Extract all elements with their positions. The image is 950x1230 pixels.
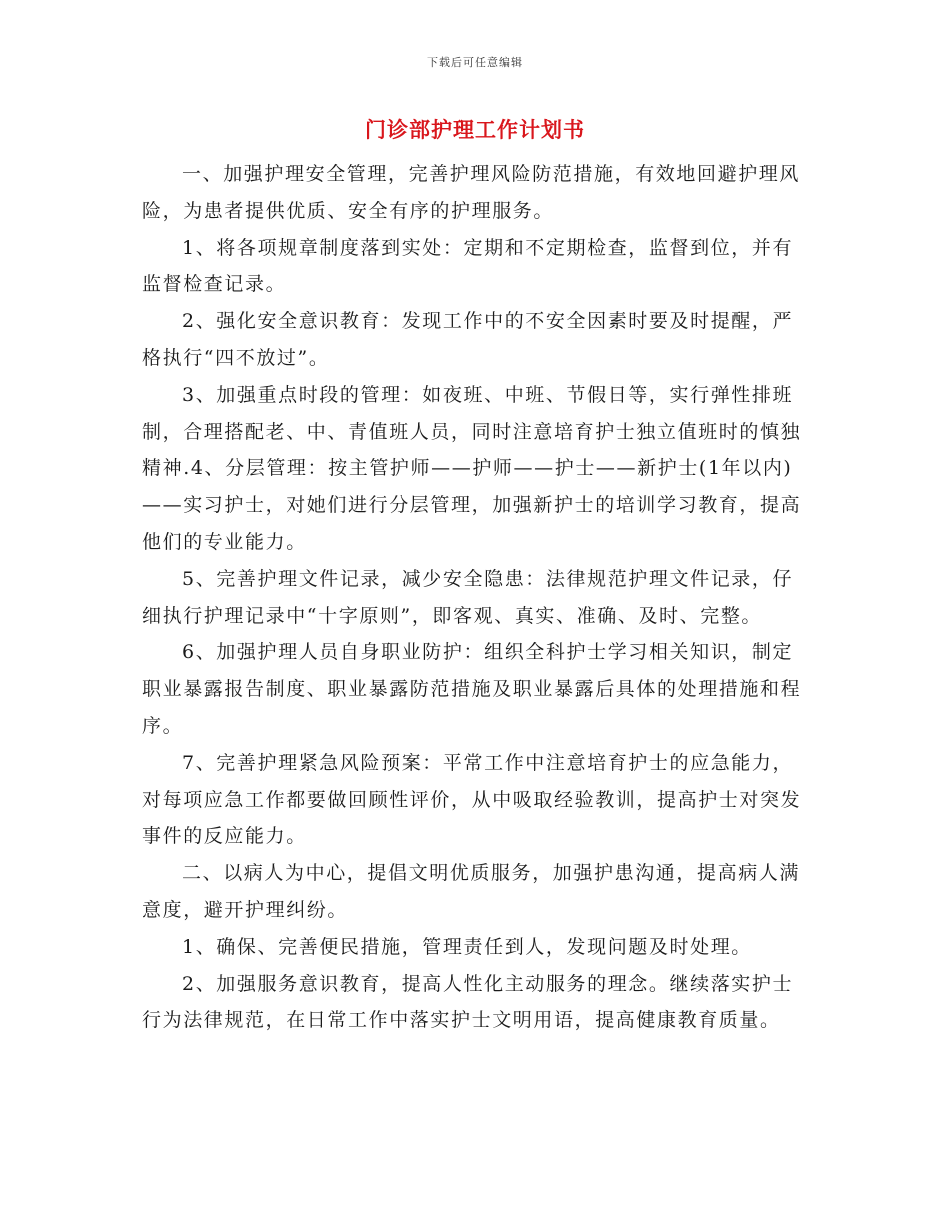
- document-title: 门诊部护理工作计划书: [365, 117, 585, 142]
- paragraph-patient-centered: 二、以病人为中心，提倡文明优质服务，加强护患沟通，提高病人满意度，避开护理纠纷。: [142, 862, 801, 921]
- header-note: 下载后可任意编辑: [427, 56, 523, 69]
- paragraph-service-awareness: 2、加强服务意识教育，提高人性化主动服务的理念。继续落实护士行为法律规范，在日常工作中落实护士文明用语，提高健康教育质量。: [142, 972, 794, 1032]
- document-body: [142, 156, 812, 1039]
- paragraph-emergency-plan: 7、完善护理紧急风险预案：平常工作中注意培育护士的应急能力，对每项应急工作都要做回顾性评价，从中吸取经验教训，提高护士对突发事件的反应能力。: [142, 751, 802, 848]
- paragraph-nursing-records: 5、完善护理文件记录，减少安全隐患：法律规范护理文件记录，仔细执行护理记录中“十字原则”，即客观、真实、准确、及时、完整。: [142, 567, 794, 627]
- paragraph-safety-awareness: 2、强化安全意识教育：发现工作中的不安全因素时要及时提醒，严格执行“四不放过”。: [142, 310, 794, 369]
- paragraph-rules-implementation: 1、将各项规章制度落到实处：定期和不定期检查，监督到位，并有监督检查记录。: [142, 236, 794, 296]
- paragraph-convenience-measures: 1、确保、完善便民措施，管理责任到人，发现问题及时处理。: [182, 935, 752, 958]
- paragraph-safety-management: 一、加强护理安全管理，完善护理风险防范措施，有效地回避护理风险，为患者提供优质、安全有序的护理服务。: [142, 163, 801, 222]
- paragraph-key-periods-layered-management: 3、加强重点时段的管理：如夜班、中班、节假日等，实行弹性排班制，合理搭配老、中、青值班人员，同时注意培育护士独立值班时的慎独精神.4、分层管理：按主管护师——护师——护士——新护士(1年以内)——实习护士，对她们进行分层管理，加强新护士的培训学习教育，提高他们的专业能力。: [142, 383, 802, 553]
- paragraph-occupational-protection: 6、加强护理人员自身职业防护：组织全科护士学习相关知识，制定职业暴露报告制度、职业暴露防范措施及职业暴露后具体的处理措施和程序。: [142, 641, 802, 737]
